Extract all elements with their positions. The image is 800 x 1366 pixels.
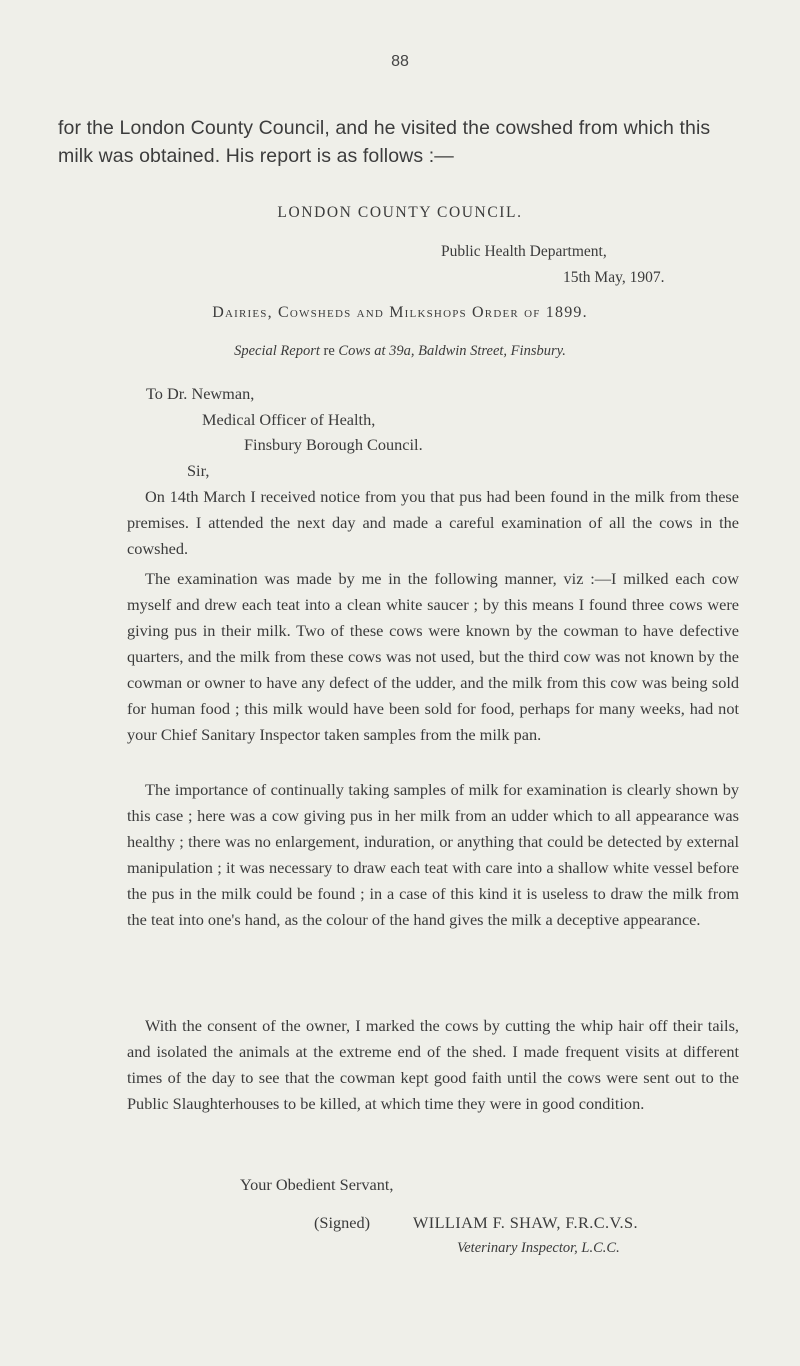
signatory-name: WILLIAM F. SHAW, F.R.C.V.S.: [413, 1213, 638, 1232]
address-to: To Dr. Newman,: [146, 384, 255, 403]
special-report-prefix: Special Report: [234, 343, 320, 359]
report-date: 15th May, 1907.: [563, 269, 665, 286]
letter-paragraph: With the consent of the owner, I marked the cows by cutting the whip hair off their tails, and isolated the animals at the extreme end of the shed. I made frequent visits at different times of the day to see that the cowman kept good faith until the cows were sent out to the Public Slaughterhouses to be killed, at which time they were in good condition.: [127, 1016, 739, 1113]
closing: Your Obedient Servant,: [240, 1175, 394, 1194]
address-council: Finsbury Borough Council.: [244, 435, 423, 454]
special-report-re: re: [323, 343, 335, 359]
special-report-subject: Cows at 39a, Baldwin Street, Finsbury.: [338, 343, 566, 359]
page-number: 88: [391, 53, 409, 70]
signatory-title: Veterinary Inspector, L.C.C.: [457, 1240, 620, 1256]
address-title: Medical Officer of Health,: [202, 410, 376, 429]
intro-text: for the London County Council, and he visited the cowshed from which this milk was obtained. His report is as follows :—: [58, 117, 711, 167]
salutation: Sir,: [187, 461, 210, 480]
department-line: Public Health Department,: [441, 243, 607, 260]
signed-label: (Signed): [314, 1213, 371, 1232]
letter-paragraph: The examination was made by me in the following manner, viz :—I milked each cow myself and drew each teat into a clean white saucer ; by this means I found three cows were giving pus in their milk. Two of these cows were known by the cowman to have defective quarters, and the milk from these cows was not used, but the third cow was not known by the cowman or owner to have any defect of the udder, and the milk from this cow was being sold for human food ; this milk would have been sold for food, perhaps for many weeks, had not your Chief Sanitary Inspector taken samples from the milk pan.: [127, 569, 739, 744]
council-heading: LONDON COUNTY COUNCIL.: [277, 204, 523, 221]
order-title: Dairies, Cowsheds and Milkshops Order of 1899.: [212, 304, 588, 321]
letter-paragraph: The importance of continually taking samples of milk for examination is clearly shown by this case ; here was a cow giving pus in her milk from an udder which to all appearance was healthy ; there was no enlargement, induration, or anything that could be detected by external manipulation ; it was necessary to draw each teat with care into a shallow white vessel before the pus in the milk could be found ; in a case of this kind it is useless to draw the milk from the teat into one's hand, as the colour of the hand gives the milk a deceptive appearance.: [127, 780, 739, 929]
letter-paragraph: On 14th March I received notice from you that pus had been found in the milk from these premises. I attended the next day and made a careful examination of all the cows in the cowshed.: [127, 487, 739, 558]
special-report-line: [0, 343, 800, 360]
